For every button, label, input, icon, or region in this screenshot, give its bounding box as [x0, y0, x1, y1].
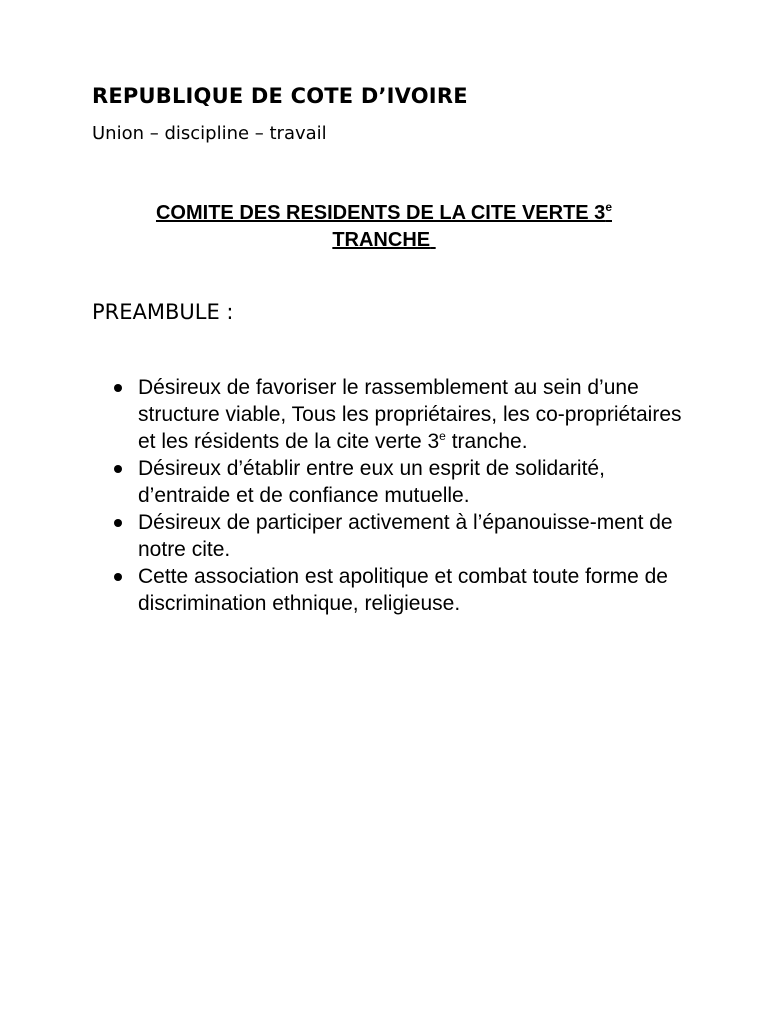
bullet-icon — [114, 384, 122, 392]
list-item-text: Cette association est apolitique et combat toute forme de discrimination ethnique, religieuse. — [138, 565, 668, 615]
preamble-heading: PREAMBULE : — [92, 300, 234, 324]
list-item — [92, 455, 692, 509]
committee-title-trailing-space — [430, 229, 436, 251]
list-item-text-end: tranche. — [445, 430, 528, 453]
list-item — [92, 374, 692, 455]
list-item — [92, 509, 692, 563]
committee-title-superscript: e — [605, 200, 612, 214]
list-item-text: Désireux de favoriser le rassemblement au sein d’une structure viable, Tous les propriétaires, les co-propriétaires et les résidents de la cite verte 3 — [138, 376, 682, 453]
list-item-text: Désireux d’établir entre eux un esprit de solidarité, d’entraide et de confiance mutuelle. — [138, 457, 605, 507]
committee-title-prefix: COMITE DES RESIDENTS DE LA CITE VERTE 3 — [155, 202, 606, 224]
list-item — [92, 563, 692, 617]
bullet-icon — [114, 519, 122, 527]
preamble-list — [92, 374, 692, 617]
bullet-icon — [114, 465, 122, 473]
national-motto: Union – discipline – travail — [92, 123, 327, 144]
list-item-text: Désireux de participer activement à l’épanouisse-ment de notre cite. — [138, 511, 673, 561]
committee-title — [92, 200, 676, 254]
bullet-icon — [114, 573, 122, 581]
committee-title-suffix: TRANCHE — [332, 229, 431, 251]
list-item-superscript: e — [439, 429, 446, 443]
committee-title-main — [156, 202, 612, 224]
country-heading: REPUBLIQUE DE COTE D’IVOIRE — [92, 84, 468, 108]
